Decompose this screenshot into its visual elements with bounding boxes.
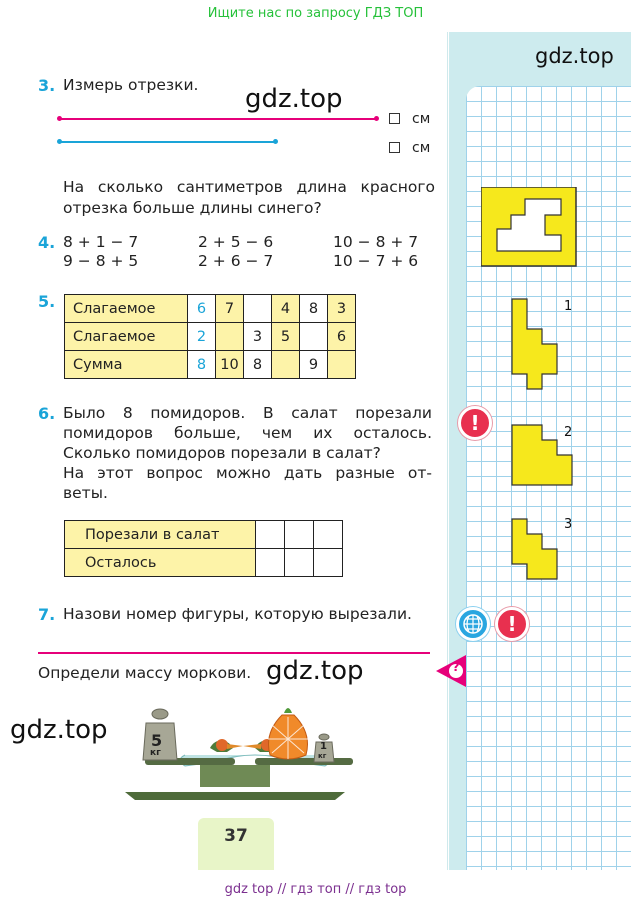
table-cell: 3 <box>244 323 272 351</box>
weight-1kg-value: 1 <box>320 741 327 752</box>
table-cell[interactable] <box>314 521 343 549</box>
task7-text: Назови номер фигуры, которую вырезали. <box>63 605 412 623</box>
row-label: Слагаемое <box>65 295 188 323</box>
tomato-table <box>64 520 343 577</box>
task6-line5: веты. <box>63 484 108 502</box>
right-watermark: gdz.top <box>535 44 614 68</box>
cutout-figure <box>481 187 577 267</box>
task6-line1: Было 8 помидоров. В салат порезали <box>63 404 432 422</box>
table-cell[interactable] <box>244 295 272 323</box>
table-cell: 5 <box>272 323 300 351</box>
table-cell: 8 <box>188 351 216 379</box>
table-cell[interactable] <box>256 521 285 549</box>
table-cell[interactable] <box>216 323 244 351</box>
table-cell: 9 <box>300 351 328 379</box>
extra-text: Определи массу моркови. <box>38 664 252 682</box>
table-cell: 7 <box>216 295 244 323</box>
unit-blue: см <box>412 140 431 156</box>
row-label: Порезали в салат <box>65 521 256 549</box>
row-label: Сумма <box>65 351 188 379</box>
help-icon-mark: ? <box>452 660 460 674</box>
table-cell[interactable] <box>300 323 328 351</box>
table-cell[interactable] <box>328 351 356 379</box>
expr-1-1: 8 + 1 − 7 <box>63 233 139 251</box>
row-label: Осталось <box>65 549 256 577</box>
shape-3 <box>510 517 562 583</box>
unit-red: см <box>412 111 431 127</box>
table-cell: 8 <box>244 351 272 379</box>
globe-grid-icon <box>456 607 490 641</box>
table-cell[interactable] <box>272 351 300 379</box>
table-cell: 8 <box>300 295 328 323</box>
table-row <box>65 295 356 323</box>
table-cell[interactable] <box>285 521 314 549</box>
alert-icon-2: ! <box>495 607 529 641</box>
expr-2-3: 10 − 7 + 6 <box>333 252 419 270</box>
weight-5kg-unit: кг <box>150 748 161 758</box>
expr-1-2: 2 + 5 − 6 <box>198 233 274 251</box>
task5-number: 5. <box>38 292 56 311</box>
task3-question-line1: На сколько сантиметров длина красного <box>63 178 435 196</box>
red-segment <box>59 118 377 120</box>
task3-question-line2: отрезка больше длины синего? <box>63 199 322 217</box>
watermark-1: gdz.top <box>245 84 343 114</box>
shape-1 <box>510 297 562 391</box>
table-row <box>65 549 343 577</box>
carrot-bag <box>262 703 314 763</box>
task3-number: 3. <box>38 76 56 95</box>
addition-table <box>64 294 356 379</box>
task3-title: Измерь отрезки. <box>63 76 199 94</box>
answer-box-blue[interactable] <box>389 142 400 153</box>
bottom-banner: gdz top // гдз топ // гдз top <box>224 882 407 897</box>
weight-5kg-value: 5 <box>151 731 163 750</box>
task6-line3: Сколько помидоров порезали в салат? <box>63 444 381 462</box>
table-cell: 6 <box>328 323 356 351</box>
help-icon <box>434 653 468 689</box>
table-cell[interactable] <box>256 549 285 577</box>
weight-1kg-unit: кг <box>318 752 327 760</box>
watermark-2: gdz.top <box>266 656 364 686</box>
shape-2-label: 2 <box>564 425 573 440</box>
answer-box-red[interactable] <box>389 113 400 124</box>
task6-number: 6. <box>38 404 56 423</box>
row-label: Слагаемое <box>65 323 188 351</box>
table-cell[interactable] <box>285 549 314 577</box>
blue-segment <box>59 141 276 143</box>
table-cell: 2 <box>188 323 216 351</box>
table-cell: 6 <box>188 295 216 323</box>
task7-number: 7. <box>38 605 56 624</box>
page-number: 37 <box>198 818 274 870</box>
table-row <box>65 351 356 379</box>
expr-2-1: 9 − 8 + 5 <box>63 252 139 270</box>
alert-icon: ! <box>458 406 492 440</box>
shape-1-label: 1 <box>564 299 573 314</box>
table-cell: 4 <box>272 295 300 323</box>
table-cell: 3 <box>328 295 356 323</box>
table-cell: 10 <box>216 351 244 379</box>
expr-2-2: 2 + 6 − 7 <box>198 252 274 270</box>
watermark-3: gdz.top <box>10 715 108 745</box>
task6-line4: На этот вопрос можно дать разные от- <box>63 464 432 482</box>
table-row <box>65 521 343 549</box>
table-cell[interactable] <box>314 549 343 577</box>
task6-line2: помидоров больше, чем их осталось. <box>63 424 432 442</box>
top-banner: Ищите нас по запросу ГДЗ ТОП <box>207 6 424 21</box>
expr-1-3: 10 − 8 + 7 <box>333 233 419 251</box>
section-divider <box>38 652 430 654</box>
table-row <box>65 323 356 351</box>
task4-number: 4. <box>38 233 56 252</box>
shape-3-label: 3 <box>564 517 573 532</box>
